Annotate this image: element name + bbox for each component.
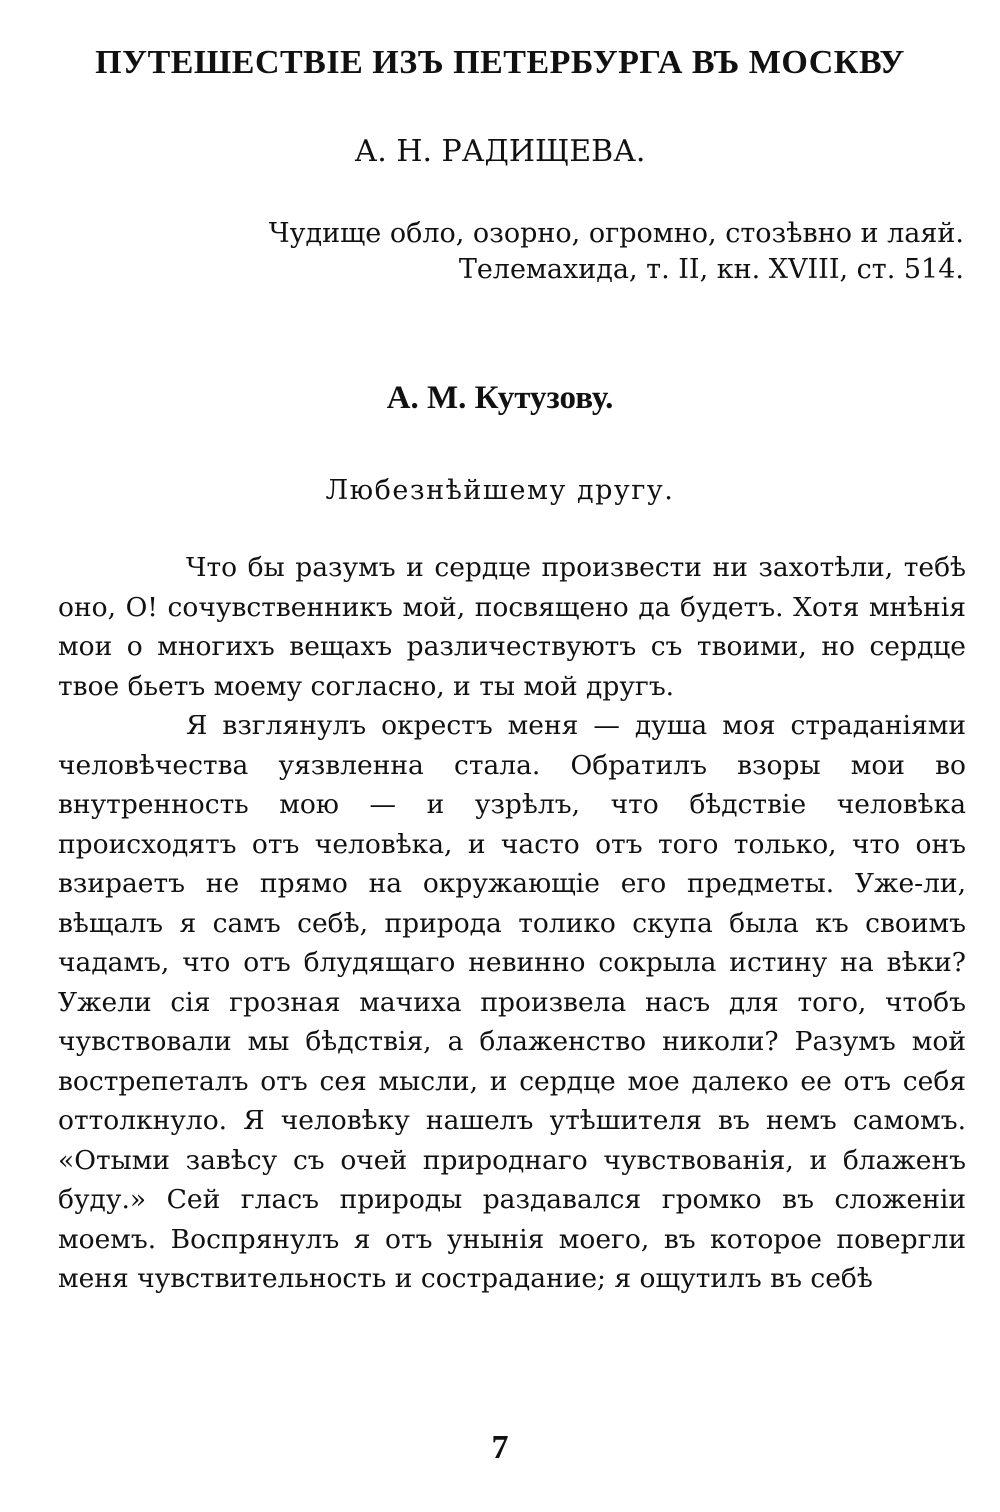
- paragraph-1: Что бы разумъ и сердце произвести ни захотѣли, тебѣ оно, О! сочувственникъ мой, посвящено да будетъ. Хотя мнѣнія мои о многихъ вещахъ различествуютъ съ твоими, но сердце твое бьетъ моему согласно, и ты мой другъ.: [58, 552, 966, 702]
- author-name: А. Н. РАДИЩЕВА.: [354, 134, 646, 169]
- epigraph-quote: Чудище обло, озорно, огромно, стозѣвно и лаяй.: [268, 218, 964, 249]
- dedication: А. М. Кутузову.: [386, 380, 614, 416]
- epigraph: [164, 216, 964, 288]
- book-title: ПУТЕШЕСТВІЕ ИЗЪ ПЕТЕРБУРГА ВЪ МОСКВУ: [95, 44, 905, 81]
- salutation: Любезнѣйшему другу.: [325, 475, 675, 506]
- paragraph-2: Я взглянулъ окрестъ меня — душа моя страданіями человѣчества уязвленна стала. Обратилъ взоры мои во внутренность мою — и узрѣлъ, что бѣдствіе человѣка происходятъ отъ человѣка, и часто отъ того только, что онъ взираетъ не прямо на окружающіе его предметы. Уже-ли, вѣщалъ я самъ себѣ, природа толико скупа была къ своимъ чадамъ, что отъ блудящаго невинно сокрыла истину на вѣки? Ужели сія грозная мачиха произвела насъ для того, чтобъ чувствовали мы бѣдствія, а блаженство николи? Разумъ мой вострепеталъ отъ сея мысли, и сердце мое далеко ее отъ себя оттолкнуло. Я человѣку нашелъ утѣшителя въ немъ самомъ. «Отыми завѣсу съ очей природнаго чувствованія, и блаженъ буду.» Сей гласъ природы раздавался громко въ сложеніи моемъ. Воспрянулъ я отъ унынія моего, въ которое повергли меня чувствительность и сострадание; я ощутилъ въ себѣ: [58, 710, 966, 1294]
- epigraph-source: Телемахида, т. II, кн. XVIII, ст. 514.: [458, 254, 964, 285]
- page-number: 7: [491, 1429, 509, 1466]
- body-text: [58, 548, 966, 1299]
